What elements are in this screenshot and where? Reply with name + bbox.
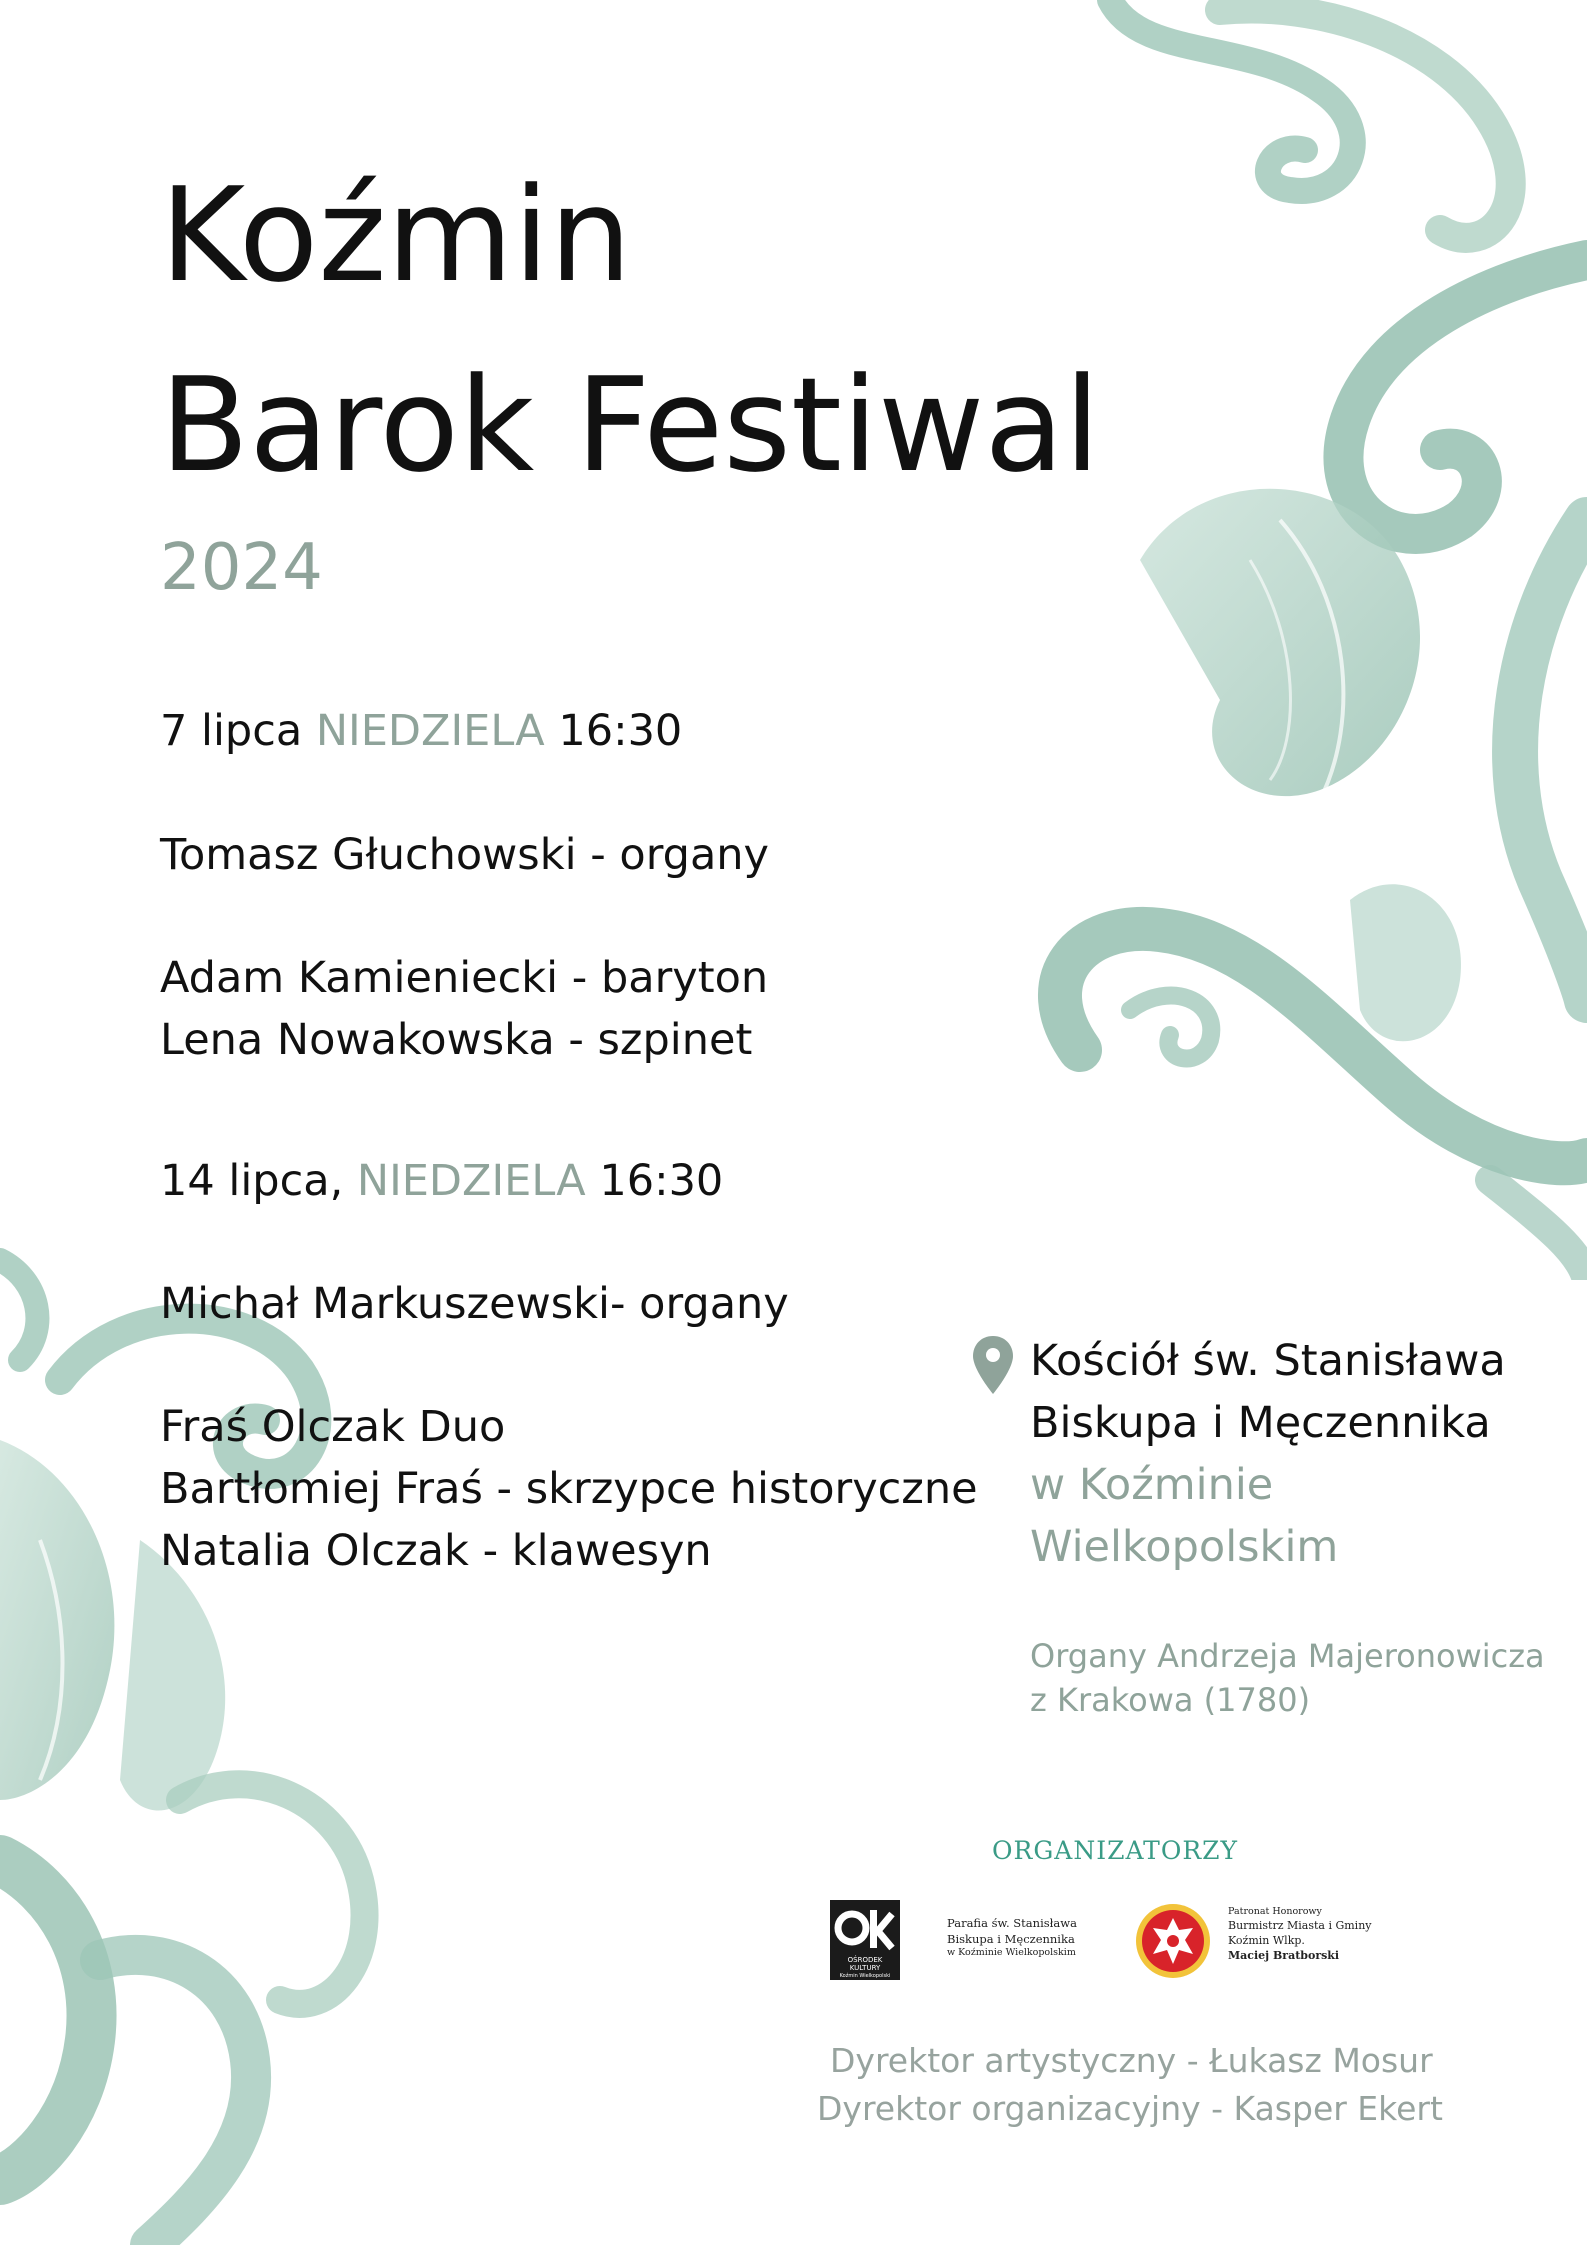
concert-1-date: 7 lipca [160, 706, 303, 756]
venue-town-line-2: Wielkopolskim [1030, 1522, 1339, 1572]
concert-1-performer: Tomasz Głuchowski - organy [160, 830, 769, 880]
organizers-heading: ORGANIZATORZY [992, 1836, 1239, 1865]
venue-name-line-1: Kościół św. Stanisława [1030, 1336, 1506, 1386]
concert-2-time: 16:30 [599, 1156, 724, 1206]
cultural-center-logo-text-2: KULTURY [849, 1964, 881, 1972]
festival-title-line-1: Koźmin [160, 159, 632, 311]
organ-note-line-2: z Krakowa (1780) [1030, 1681, 1311, 1719]
parish-line: Parafia św. Stanisława [947, 1916, 1077, 1930]
concert-2-performer: Michał Markuszewski- organy [160, 1279, 789, 1329]
concert-2-datetime [160, 1156, 724, 1206]
festival-title-line-2: Barok Festiwal [160, 349, 1101, 501]
concert-2-performer: Natalia Olczak - klawesyn [160, 1526, 712, 1576]
concert-1-performer: Adam Kamieniecki - baryton [160, 953, 769, 1003]
concert-2-day: NIEDZIELA [356, 1156, 586, 1206]
venue-name-line-2: Biskupa i Męczennika [1030, 1398, 1491, 1448]
concert-1-performer: Lena Nowakowska - szpinet [160, 1015, 753, 1065]
patron-line: Patronat Honorowy [1228, 1906, 1322, 1917]
parish-logo [947, 1916, 1077, 1960]
patron-logo [1228, 1906, 1372, 1963]
patron-line: Maciej Bratborski [1228, 1948, 1340, 1962]
concert-2-performer: Fraś Olczak Duo [160, 1402, 506, 1452]
coat-of-arms-icon [1133, 1902, 1213, 1980]
concert-2-performer: Bartłomiej Fraś - skrzypce historyczne [160, 1464, 978, 1514]
cultural-center-logo [830, 1900, 900, 1980]
concert-2-date: 14 lipca, [160, 1156, 344, 1206]
baroque-ornament-top-right [1020, 0, 1587, 1280]
organ-note-line-1: Organy Andrzeja Majeronowicza [1030, 1637, 1545, 1675]
concert-1-datetime [160, 706, 683, 756]
patron-line: Koźmin Wlkp. [1228, 1933, 1305, 1947]
parish-line: Biskupa i Męczennika [947, 1931, 1075, 1946]
baroque-ornament-bottom-left [0, 1240, 440, 2245]
parish-line: w Koźminie Wielkopolskim [947, 1947, 1076, 1959]
venue-town-line-1: w Koźminie [1030, 1460, 1274, 1510]
location-pin-icon [970, 1334, 1016, 1396]
cultural-center-logo-text-3: Koźmin Wielkopolski [839, 1973, 891, 1979]
organizational-director: Dyrektor organizacyjny - Kasper Ekert [817, 2089, 1443, 2128]
festival-year: 2024 [160, 531, 323, 605]
cultural-center-logo-text-1: OŚRODEK [847, 1956, 883, 1964]
concert-1-time: 16:30 [558, 706, 683, 756]
artistic-director: Dyrektor artystyczny - Łukasz Mosur [830, 2041, 1433, 2080]
patron-line: Burmistrz Miasta i Gminy [1228, 1918, 1372, 1932]
concert-1-day: NIEDZIELA [315, 706, 545, 756]
